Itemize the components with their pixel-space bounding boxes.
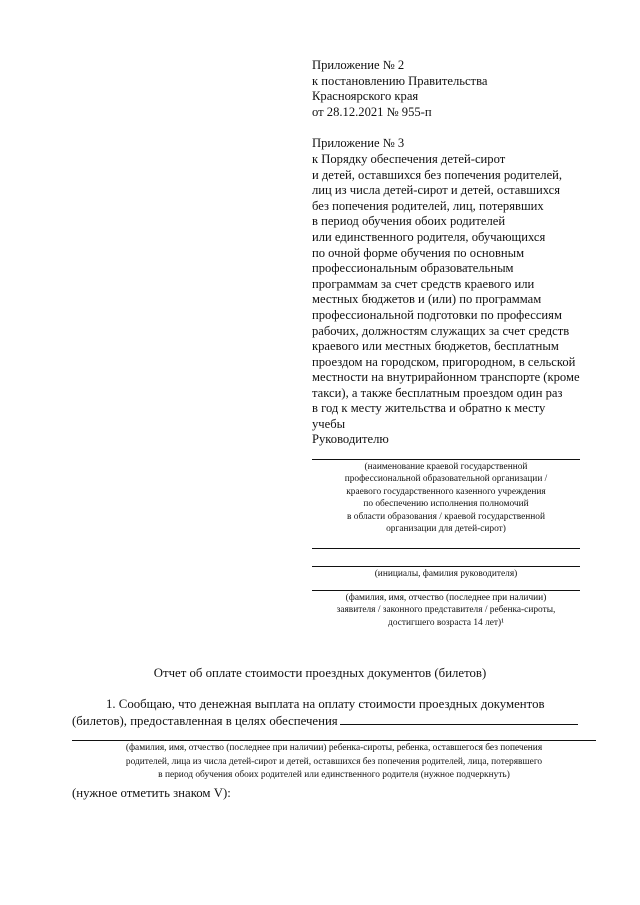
appendix-line: Приложение № 3 — [312, 136, 405, 151]
appendix-line: без попечения родителей, лиц, потерявших — [312, 198, 544, 213]
beneficiary-field-line[interactable] — [72, 740, 596, 741]
paragraph-line: 1. Сообщаю, что денежная выплата на оплату стоимости проездных документов — [106, 697, 545, 711]
appendix-line: профессиональной подготовки по профессиям — [312, 307, 562, 322]
head-name-field-line[interactable] — [312, 566, 580, 567]
appendix-line: программам за счет средств краевого или — [312, 276, 535, 291]
appendix-line: такси), а также бесплатным проездом один раз — [312, 385, 563, 400]
org-name-caption: (наименование краевой государственной профессиональной образовательной организации / краевого государственного казенного учреждения по обеспечению исполнения полномочий в области образования / краевой государственной организации для детей-сирот) — [344, 462, 548, 535]
appendix-line: к Порядку обеспечения детей-сирот — [312, 151, 506, 166]
head-name-caption: (инициалы, фамилия руководителя) — [374, 569, 518, 579]
org-name-extra-line[interactable] — [312, 548, 580, 549]
appendix-line: рабочих, должностям служащих за счет средств — [312, 323, 570, 338]
appendix-line: краевого или местных бюджетов, бесплатным — [312, 339, 559, 354]
applicant-field-line[interactable] — [312, 590, 580, 591]
appendix-line: лиц из числа детей-сирот и детей, оставшихся — [312, 183, 561, 198]
applicant-caption: (фамилия, имя, отчество (последнее при наличии) заявителя / законного представителя / ребенка-сироты, достигшего возраста 14 лет)¹ — [336, 593, 556, 628]
report-title: Отчет об оплате стоимости проездных документов (билетов) — [153, 666, 487, 680]
appendix-line: проездом на городском, пригородном, в сельской — [312, 354, 576, 369]
appendix-line: местных бюджетов и (или) по программам — [312, 292, 542, 307]
appendix-line: профессиональным образовательным — [312, 261, 514, 276]
paragraph-line: (билетов), предоставленная в целях обеспечения — [72, 713, 596, 730]
addressee-label: Руководителю — [312, 432, 389, 446]
appendix-line: по очной форме обучения по основным — [312, 245, 525, 260]
appendix-line: в период обучения обоих родителей — [312, 214, 506, 229]
appendix-line: учебы — [312, 417, 346, 432]
org-name-field-line[interactable] — [312, 459, 580, 460]
appendix-header — [312, 58, 612, 433]
appendix-line: Красноярского края — [312, 89, 419, 104]
appendix-line: местности на внутрирайонном транспорте (кроме — [312, 370, 580, 385]
appendix-line: Приложение № 2 — [312, 58, 405, 72]
beneficiary-caption: (фамилия, имя, отчество (последнее при наличии) ребенка-сироты, ребенка, оставшегося без попечения родителей, лица из числа детей-сирот и детей, оставшихся без попечения родителей, лица, потерявшего в период обучения обоих родителей или единственного родителя (нужное подчеркнуть) — [125, 743, 543, 781]
purpose-field-line[interactable] — [340, 714, 578, 725]
mark-note: (нужное отметить знаком V): — [72, 786, 231, 800]
appendix-line: или единственного родителя, обучающихся — [312, 229, 546, 244]
paragraph-1 — [72, 696, 596, 730]
appendix-line: от 28.12.2021 № 955-п — [312, 104, 432, 119]
appendix-line: и детей, оставшихся без попечения родителей, — [312, 167, 563, 182]
appendix-line: к постановлению Правительства — [312, 73, 488, 88]
appendix-line: в год к месту жительства и обратно к месту — [312, 401, 546, 416]
